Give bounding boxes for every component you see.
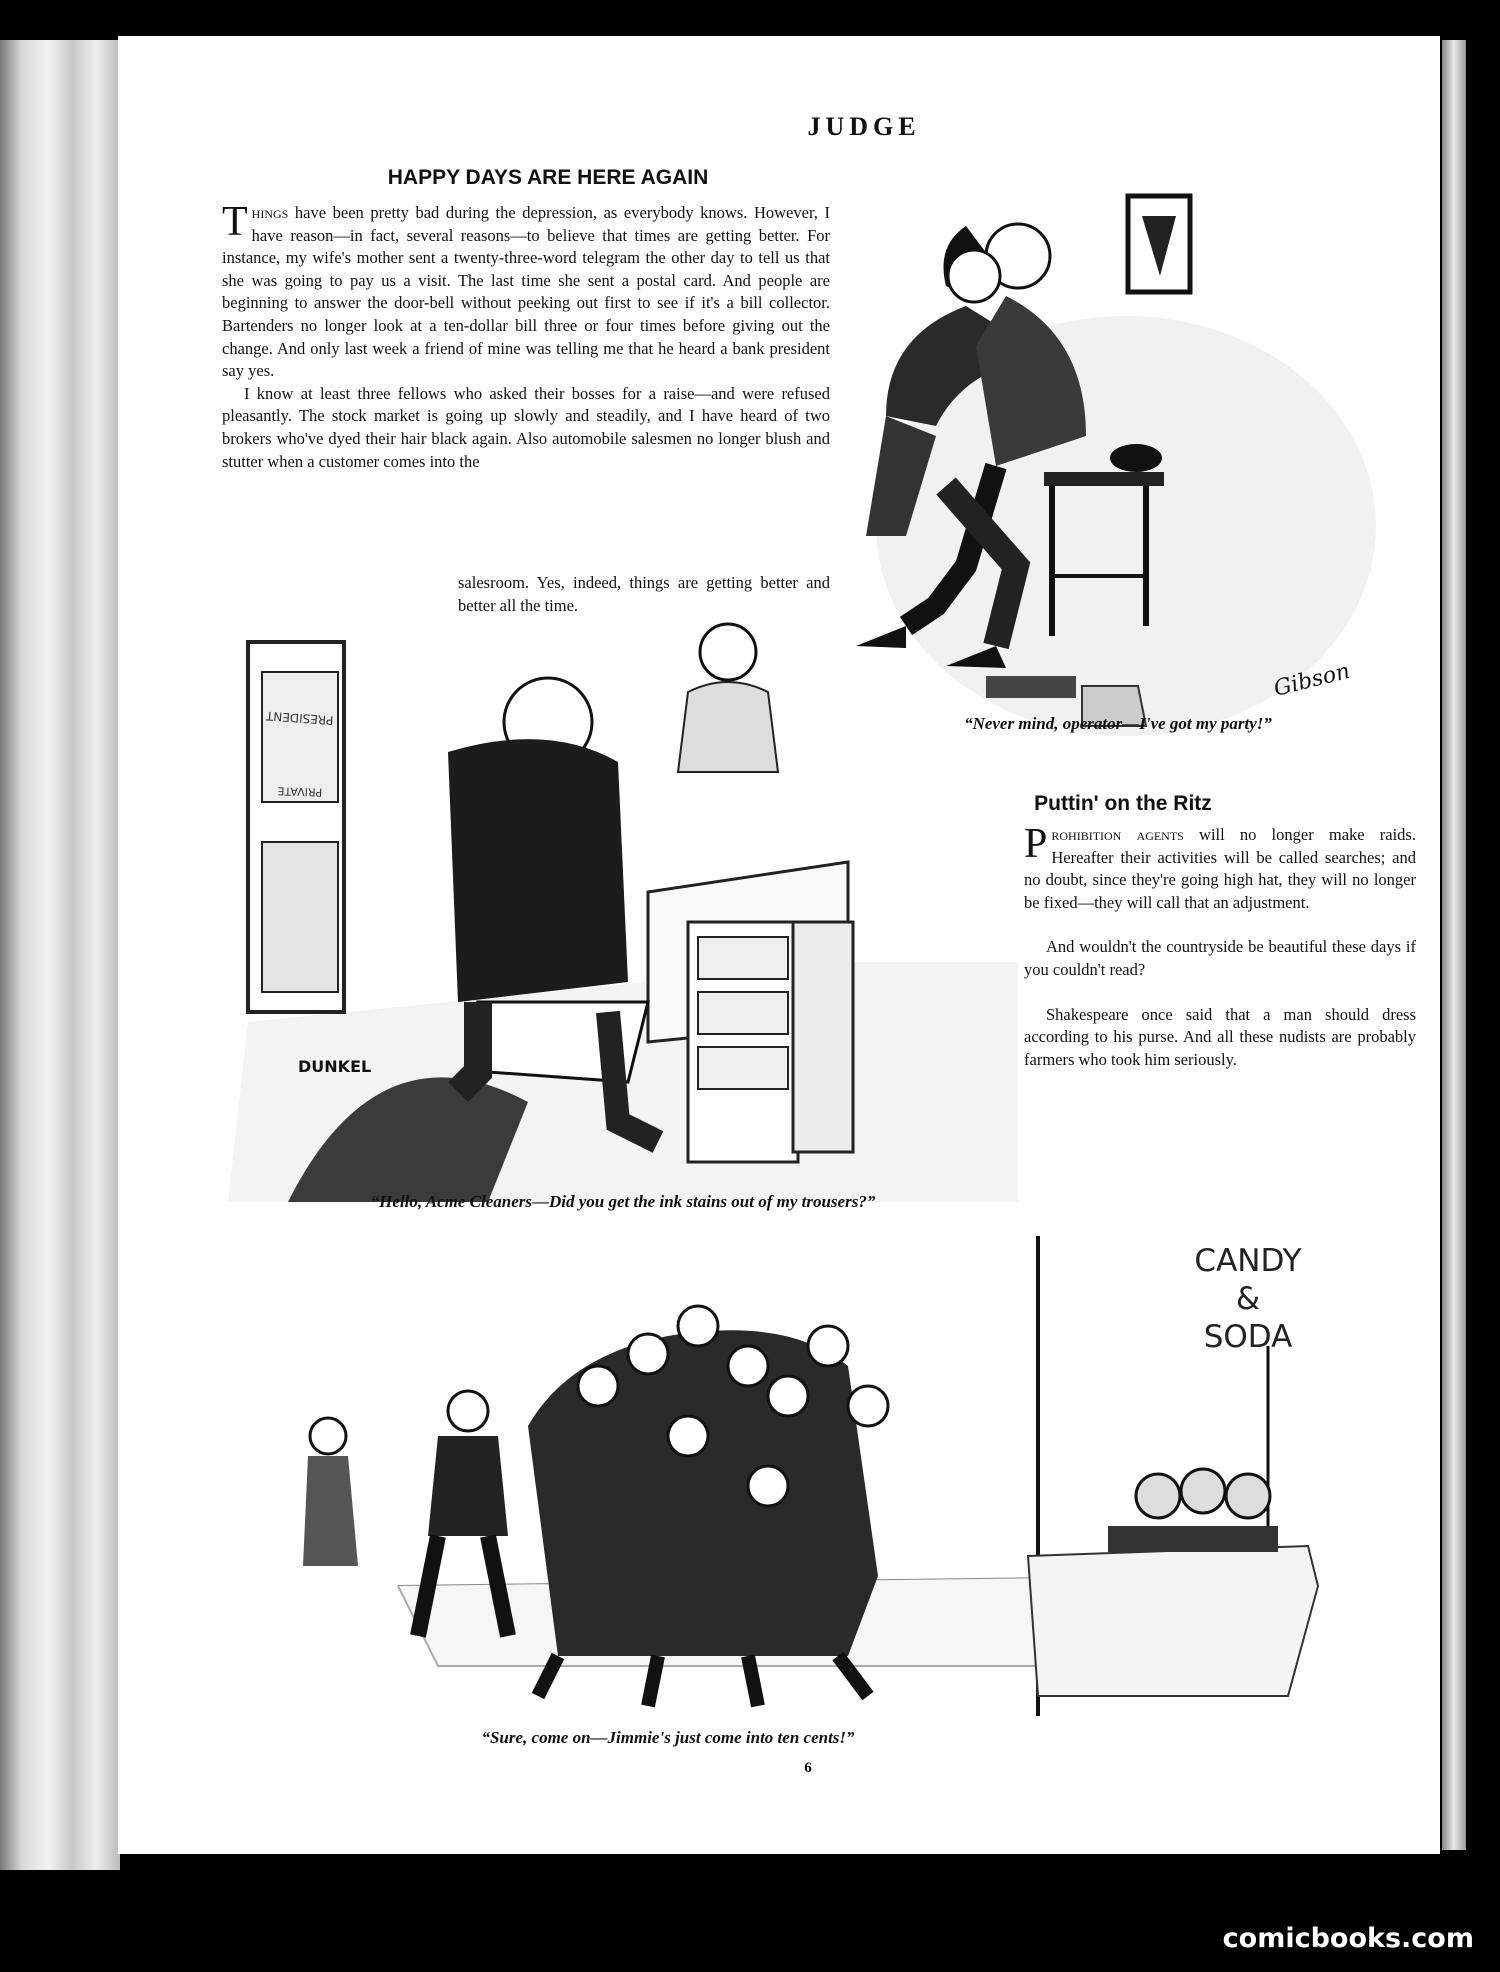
watermark: comicbooks.com xyxy=(1222,1923,1474,1954)
paragraph-1: have been pretty bad during the depression, as everybody knows. However, I have reason—in fact, several reasons—to believe that times are getting better. For instance, my wife's mother sent a twenty-three-word telegram the other day to tell us that she was going to pay us a visit. The last time she sent a postal card. And people are beginning to answer the door-bell without peeking out first to see if it's a bill collector. Bartenders no longer look at a ten-dollar bill three or four times before giving out the change. And only last week a friend of mine was telling me that he heard a bank president say yes. xyxy=(222,203,830,381)
cartoon1-caption: “Never mind, operator—I've got my party!” xyxy=(964,714,1272,733)
door-sign-private: PRIVATE xyxy=(277,784,323,799)
ritz-paragraph-2: And wouldn't the countryside be beautiful these days if you couldn't read? xyxy=(1024,937,1416,979)
magazine-page xyxy=(118,36,1440,1854)
dropcap-t: T xyxy=(222,199,248,245)
article-happy-days-body xyxy=(222,199,830,473)
facing-page-edge xyxy=(1442,40,1466,1850)
article-title-happy-days: HAPPY DAYS ARE HERE AGAIN xyxy=(387,166,709,189)
cartoon2-caption: “Hello, Acme Cleaners—Did you get the ink stains out of my trousers?” xyxy=(370,1192,876,1211)
cartoon2-signature: DUNKEL xyxy=(298,1057,372,1076)
paragraph-2-end: salesroom. Yes, indeed, things are getting better and better all the time. xyxy=(458,573,830,615)
dropcap-p: P xyxy=(1024,821,1048,867)
lead-smallcaps: hings xyxy=(251,203,289,222)
cartoon3-caption: “Sure, come on—Jimmie's just come into ten cents!” xyxy=(481,1728,855,1747)
masthead: JUDGE xyxy=(807,112,921,141)
sign-line-soda: SODA xyxy=(1203,1319,1293,1355)
paragraph-2: I know at least three fellows who asked their bosses for a raise—and were refused pleasantly. The stock market is going up slowly and steadily, and I have heard of two brokers who've dyed their hair black again. Also automobile salesmen no longer blush and stutter when a customer comes into the xyxy=(222,383,830,471)
cartoon-office-illustration xyxy=(228,602,1018,1212)
candy-soda-sign xyxy=(1138,1242,1358,1356)
ritz-paragraph-1: will no longer make raids. Hereafter their activities will be called searches; and no doubt, since they're going high hat, they will no longer be fixed—they will call that an adjustment. xyxy=(1024,825,1416,912)
article-title-puttin-on-the-ritz: Puttin' on the Ritz xyxy=(1034,792,1212,815)
ritz-paragraph-3: Shakespeare once said that a man should dress according to his purse. And all these nudists are probably farmers who took him seriously. xyxy=(1024,1004,1416,1069)
cartoon1-signature: Gibson xyxy=(1271,658,1353,702)
ritz-lead-smallcaps: rohibition agents xyxy=(1051,825,1184,844)
article-ritz-body xyxy=(1024,821,1416,1071)
page-number: 6 xyxy=(804,1760,812,1776)
sign-line-ampersand: & xyxy=(1235,1281,1261,1317)
door-sign-president: PRESIDENT xyxy=(265,708,334,728)
sign-line-candy: CANDY xyxy=(1194,1243,1302,1279)
book-spine-left xyxy=(0,40,120,1870)
